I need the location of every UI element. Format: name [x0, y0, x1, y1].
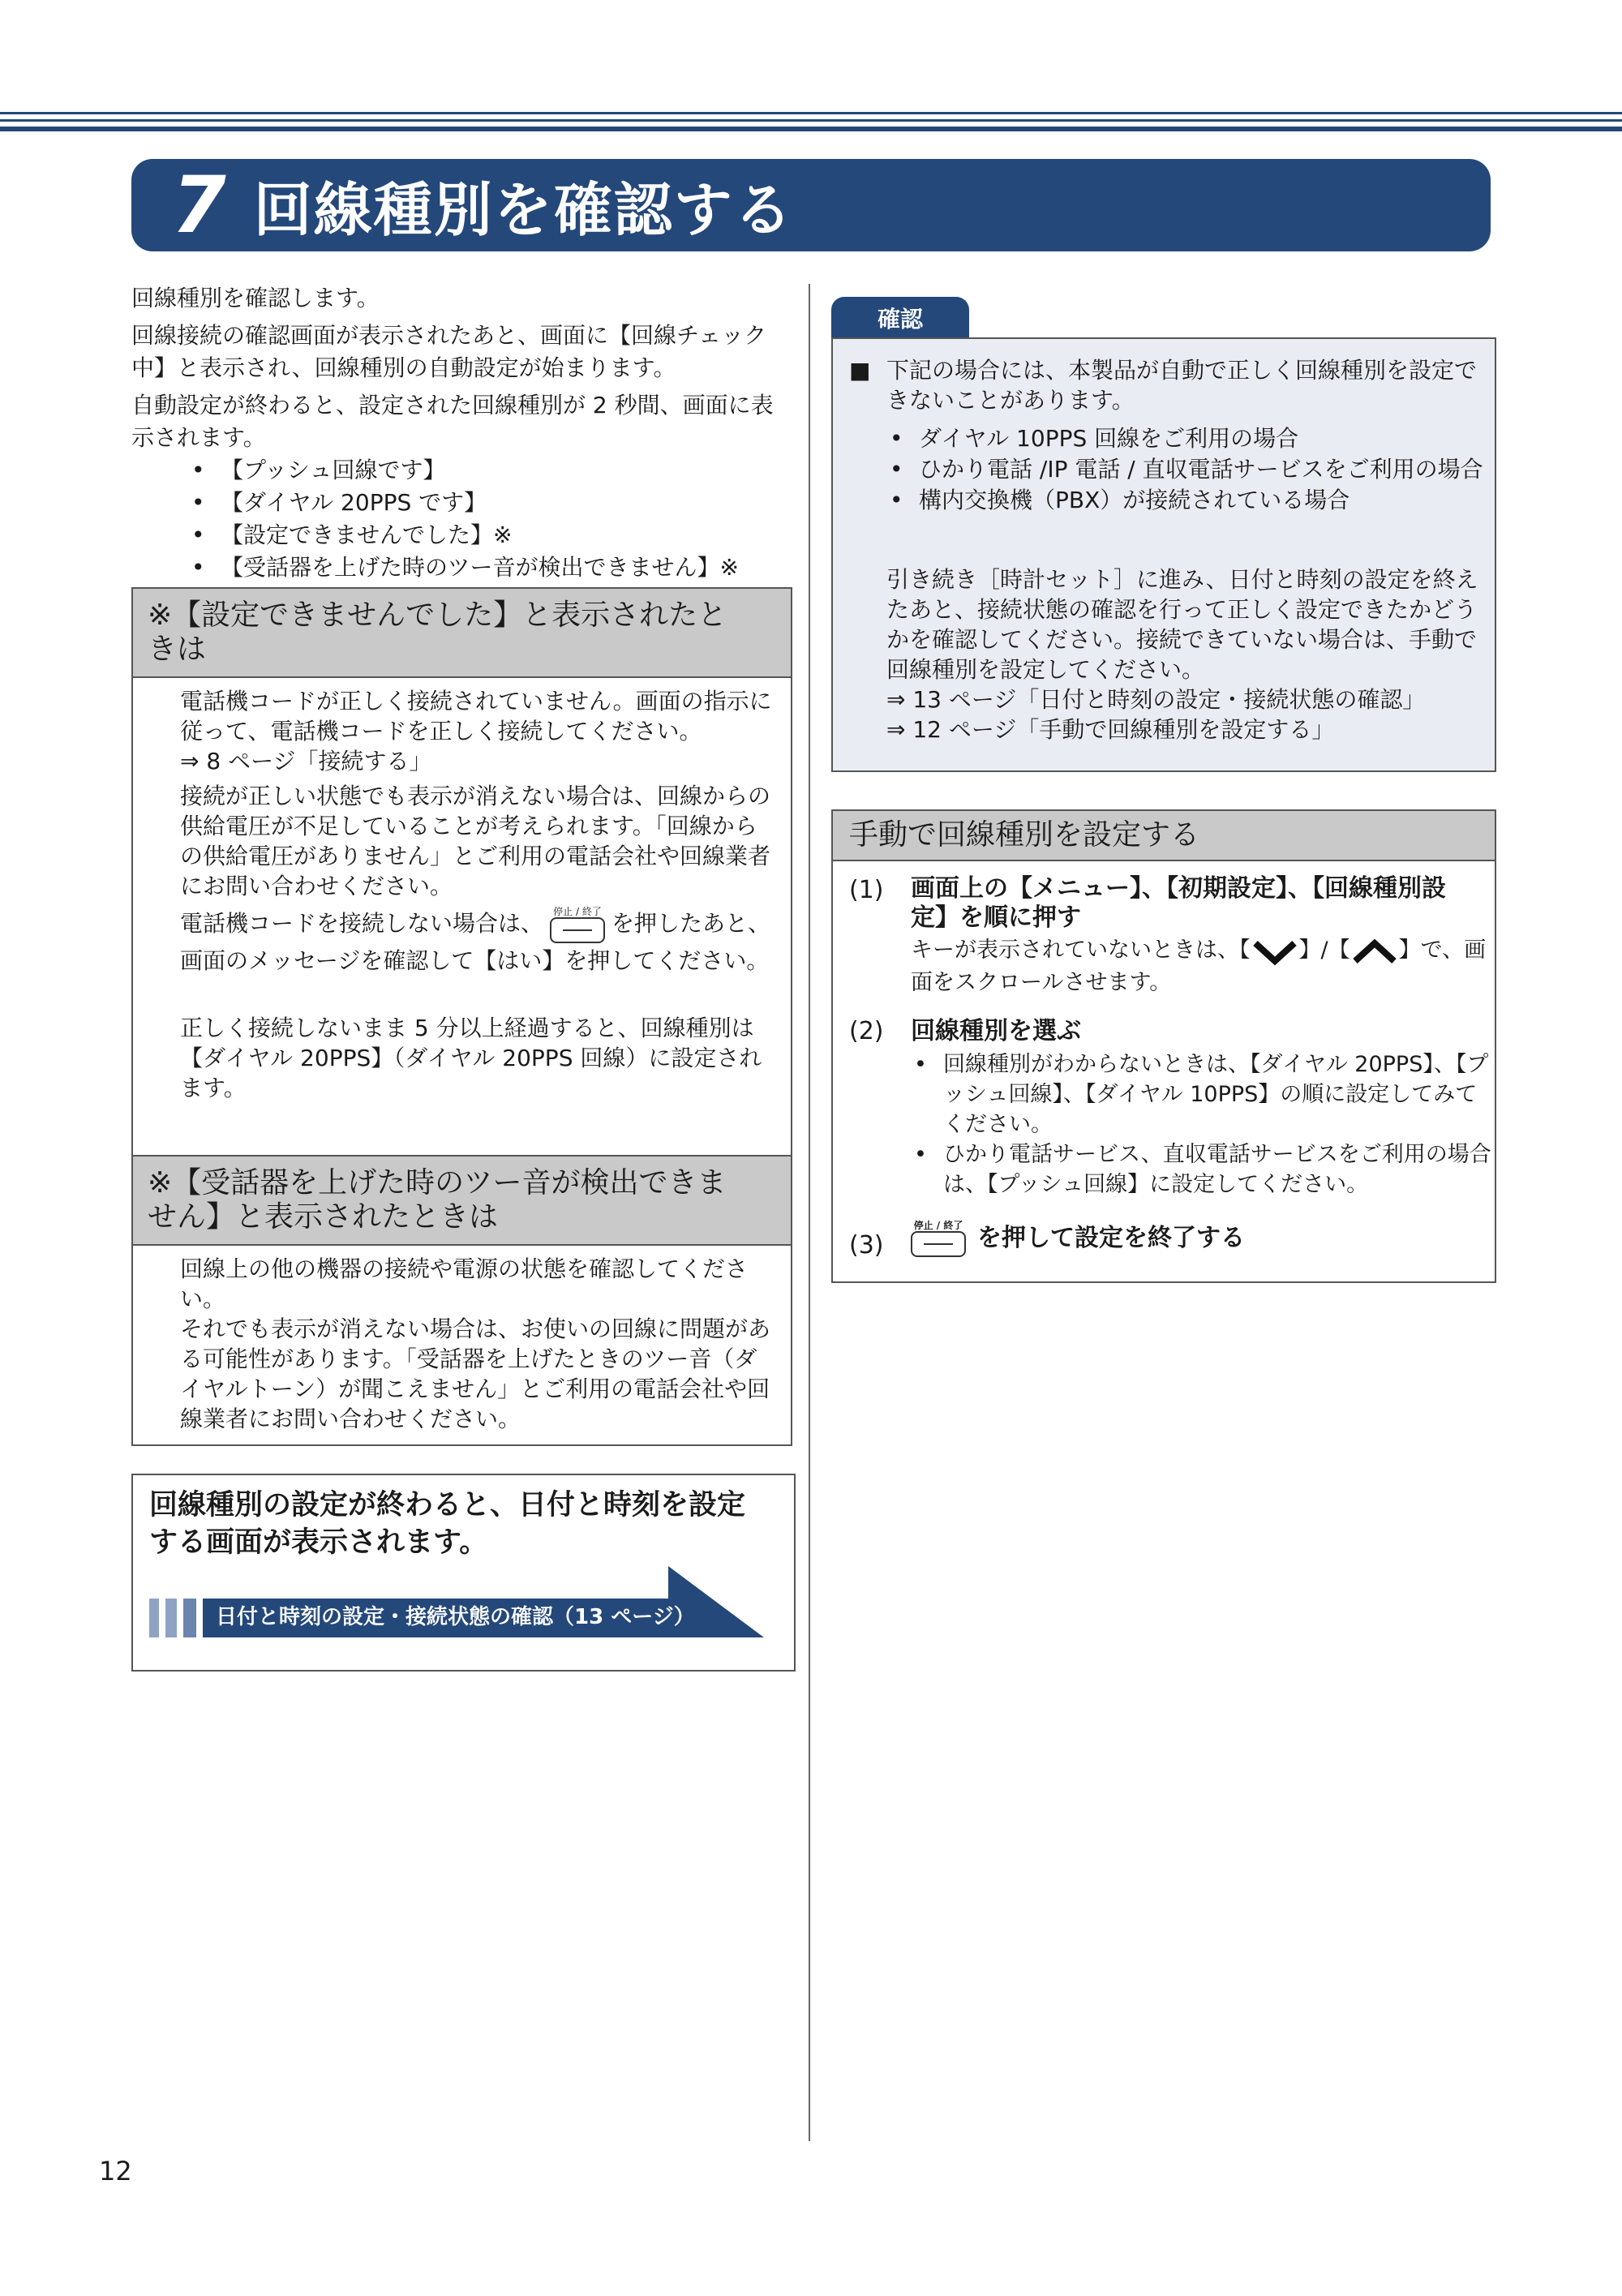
panel-text: 電話機コードを接続しない場合は、 [180, 910, 544, 937]
stop-key-label: 停止 / 終了 [553, 906, 602, 917]
confirm-box [831, 337, 1496, 772]
panel-heading-line: ※【受話器を上げた時のツー音が検出できま [148, 1166, 727, 1199]
intro-paragraph: 自動設定が終わると、設定された回線種別が 2 秒間、画面に表示されます。 [131, 392, 774, 451]
step-number: (3) [849, 1231, 884, 1260]
stop-key-label: 停止 / 終了 [913, 1220, 963, 1231]
panel-body [133, 1246, 791, 1447]
page-number: 12 [99, 2156, 132, 2187]
panel-heading: 手動で回線種別を設定する [833, 811, 1495, 861]
list-item: • 【受話器を上げた時のツー音が検出できません】※ [188, 551, 792, 584]
page-reference: ⇒ 12 ページ「手動で回線種別を設定する」 [886, 716, 1335, 743]
panel-setting-failed [131, 587, 792, 1158]
panel-text: を押したあと、画面のメッセージを確認して【はい】を押してください。 [180, 910, 771, 974]
step-note-text: 】で、画面をスクロールさせます。 [911, 938, 1487, 995]
chevron-up-icon [1350, 937, 1399, 966]
square-bullet-icon: ■ [849, 357, 871, 384]
top-rule-thin [0, 112, 1622, 114]
list-item: • 回線種別がわからないときは、【ダイヤル 20PPS】、【プッシュ回線】、【ダイヤル 10PPS】の順に設定してみてください。 [911, 1049, 1498, 1139]
panel-paragraph: 正しく接続しないまま 5 分以上経過すると、回線種別は【ダイヤル 20PPS】（ダイヤル 20PPS 回線）に設定されます。 [180, 1015, 762, 1101]
section-number: 7 [172, 160, 226, 251]
next-step-arrow-label[interactable]: 日付と時刻の設定・接続状態の確認（13 ページ） [216, 1605, 695, 1629]
panel-heading-line: せん】と表示されたときは [148, 1200, 499, 1234]
result-list [188, 454, 792, 584]
intro-text [131, 282, 792, 584]
panel-paragraph: 接続が正しい状態でも表示が消えない場合は、回線からの供給電圧が不足していることが考えられます。「回線からの供給電圧がありません」とご利用の電話会社や回線業者にお問い合わせください。 [180, 783, 771, 899]
manual-setting-panel [831, 809, 1496, 1283]
confirm-paragraph [886, 564, 1483, 745]
section-title: 回線種別を確認する [253, 176, 794, 244]
step-title [911, 1220, 1245, 1257]
stop-key-icon [911, 1220, 966, 1257]
panel-paragraph: それでも表示が消えない場合は、お使いの回線に問題がある可能性があります。「受話器を上げたときのツー音（ダイヤルトーン）が聞こえません」とご利用の電話会社や回線業者にお問い合わせください。 [180, 1315, 771, 1432]
confirm-tab: 確認 [831, 297, 969, 339]
top-rule-mid [0, 119, 1622, 122]
step-text: を押して設定を終了する [977, 1224, 1245, 1252]
step-title: 画面上の【メニュー】、【初期設定】、【回線種別設定】を順に押す [911, 874, 1446, 932]
column-divider [809, 284, 810, 2141]
page-reference: ⇒ 8 ページ「接続する」 [180, 748, 432, 775]
chevron-down-icon [1251, 937, 1299, 966]
list-item: • 構内交換機（PBX）が接続されている場合 [886, 485, 1487, 516]
panel-paragraph [180, 906, 776, 979]
step-title: 回線種別を選ぶ [911, 1017, 1081, 1045]
list-item: • ひかり電話サービス、直収電話サービスをご利用の場合は、【プッシュ回線】に設定してください。 [911, 1139, 1498, 1199]
page-reference: ⇒ 13 ページ「日付と時刻の設定・接続状態の確認」 [886, 686, 1426, 713]
list-item: • ひかり電話 /IP 電話 / 直収電話サービスをご利用の場合 [886, 454, 1487, 485]
list-item: • 【ダイヤル 20PPS です】 [188, 487, 792, 519]
panel-heading-line: ※【設定できませんでした】と表示されたと [148, 599, 727, 632]
confirm-list [886, 423, 1487, 516]
panel-paragraph: 回線上の他の機器の接続や電源の状態を確認してください。 [180, 1255, 749, 1312]
panel-heading [133, 589, 791, 678]
list-item: • ダイヤル 10PPS 回線をご利用の場合 [886, 423, 1487, 454]
top-rule-thick [0, 127, 1622, 131]
panel-dial-tone [131, 1155, 792, 1446]
intro-paragraph: 回線種別を確認します。 [131, 285, 380, 311]
section-title-bar [131, 159, 1491, 251]
intro-paragraph: 回線接続の確認画面が表示されたあと、画面に【回線チェック中】と表示され、回線種別の自動設定が始まります。 [131, 322, 767, 381]
step-note [911, 934, 1488, 999]
step-note-text: 】/【 [1298, 938, 1350, 963]
panel-paragraph: 電話機コードが正しく接続されていません。画面の指示に従って、電話機コードを正しく接続してください。 [180, 688, 772, 745]
panel-heading-line: きは [148, 633, 207, 666]
panel-heading [133, 1157, 791, 1246]
step-list [911, 1049, 1498, 1199]
next-step-box [131, 1474, 796, 1672]
step-number: (1) [849, 876, 884, 904]
step-number: (2) [849, 1017, 884, 1045]
step-note-text: キーが表示されていないときは、【 [911, 938, 1251, 963]
list-item: • 【設定できませんでした】※ [188, 519, 792, 551]
panel-body [133, 678, 791, 1116]
confirm-lead: 下記の場合には、本製品が自動で正しく回線種別を設定できないことがあります。 [886, 357, 1478, 414]
list-item: • 【プッシュ回線です】 [188, 454, 792, 487]
confirm-text: 引き続き［時計セット］に進み、日付と時刻の設定を終えたあと、接続状態の確認を行って正しく設定できたかどうかを確認してください。接続できていない場合は、手動で回線種別を設定してください。 [886, 566, 1478, 683]
next-step-text: 回線種別の設定が終わると、日付と時刻を設定する画面が表示されます。 [149, 1489, 746, 1559]
stop-key-icon [550, 906, 605, 943]
